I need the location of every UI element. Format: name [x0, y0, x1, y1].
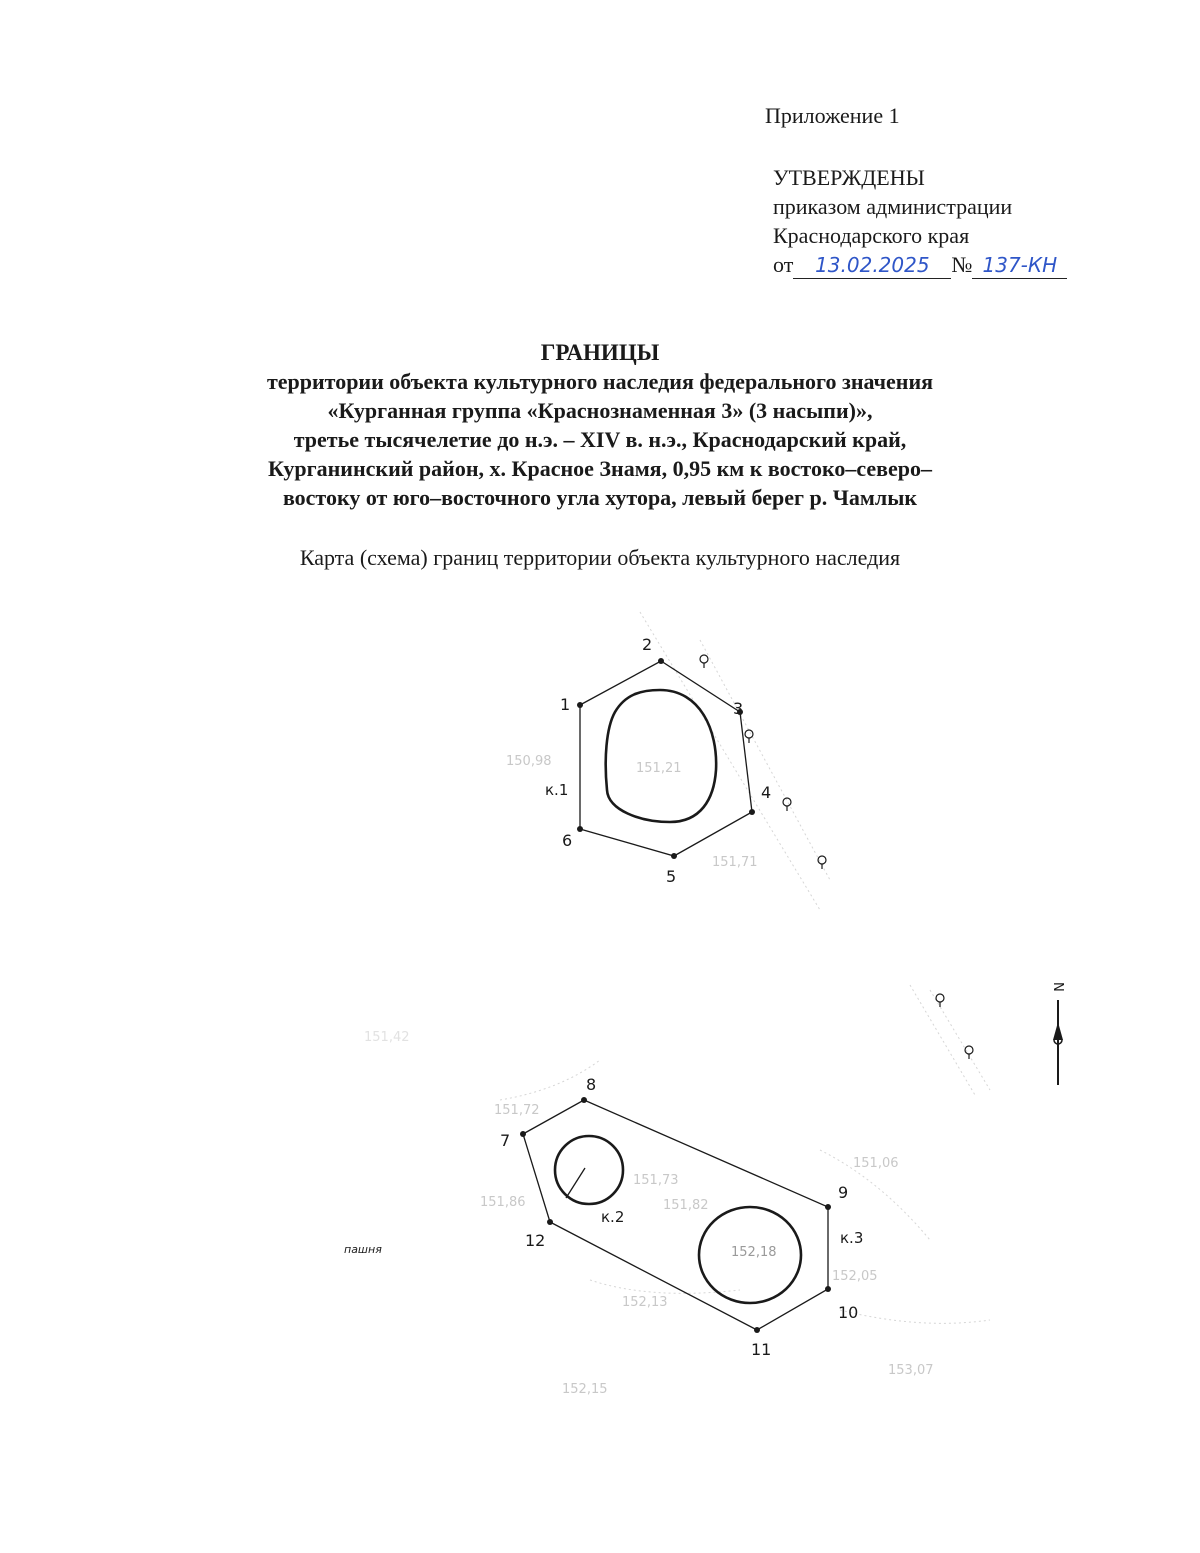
elevation-label: 151,06: [853, 1156, 899, 1171]
mound-outline-2: [555, 1136, 623, 1204]
point-label: 12: [525, 1231, 546, 1250]
mound-label: к.1: [545, 781, 569, 799]
title-line: востоку от юго–восточного угла хутора, левый берег р. Чамлык: [282, 485, 918, 510]
approved-label: УТВЕРЖДЕНЫ: [773, 165, 925, 190]
vertex-dots: [520, 658, 831, 1333]
point-label: 6: [562, 831, 573, 850]
point-label: 8: [586, 1075, 597, 1094]
title-line: территории объекта культурного наследия федерального значения: [266, 369, 934, 394]
elevation-label: 151,82: [663, 1198, 709, 1213]
point-label: 3: [733, 699, 744, 718]
elevation-label: 151,42: [364, 1030, 410, 1045]
mound-label: к.3: [840, 1229, 864, 1247]
elevation-label: 151,72: [494, 1103, 540, 1118]
elevation-label: 152,13: [622, 1295, 668, 1310]
elevation-label: 152,15: [562, 1382, 608, 1397]
terrain-label: пашня: [344, 1243, 382, 1256]
mound-label: к.2: [601, 1208, 625, 1226]
elevation-label: 152,18: [731, 1245, 777, 1260]
handwritten-date: 13.02.2025: [815, 253, 930, 277]
point-label: 1: [560, 695, 571, 714]
appendix-label: Приложение 1: [765, 103, 900, 128]
elevation-label: 151,86: [480, 1195, 526, 1210]
contour-lines: [500, 612, 990, 1323]
title-line: Курганинский район, х. Красное Знамя, 0,95 км к востоко–северо–: [267, 456, 933, 481]
mound-outline-1: [606, 690, 716, 822]
point-label: 2: [642, 635, 653, 654]
elevation-label: 151,21: [636, 761, 682, 776]
mound-2-pointer: [566, 1168, 585, 1198]
north-arrow-icon: [1050, 982, 1065, 1085]
boundary-polygon-2: [523, 1100, 828, 1330]
point-label: 5: [666, 867, 677, 886]
point-label: 11: [751, 1340, 772, 1359]
handwritten-number: 137-КН: [982, 253, 1058, 277]
elevation-label: 153,07: [888, 1363, 934, 1378]
title-main: ГРАНИЦЫ: [540, 340, 660, 365]
by-order-label: приказом администрации: [773, 194, 1013, 219]
elevation-label: 150,98: [506, 754, 552, 769]
elevation-label: 151,71: [712, 855, 758, 870]
point-label: 4: [761, 783, 772, 802]
point-label: 10: [838, 1303, 859, 1322]
elevation-label: 151,73: [633, 1173, 679, 1188]
point-label: 9: [838, 1183, 849, 1202]
from-prefix: от: [773, 252, 794, 277]
elevation-label: 152,05: [832, 1269, 878, 1284]
north-label: N: [1050, 982, 1065, 992]
number-prefix: №: [951, 252, 973, 277]
title-line: третье тысячелетие до н.э. – XIV в. н.э., Краснодарский край,: [293, 427, 907, 452]
map-subtitle: Карта (схема) границ территории объекта культурного наследия: [299, 545, 901, 570]
point-label: 7: [500, 1131, 511, 1150]
title-line: «Курганная группа «Краснознаменная 3» (3 насыпи)»,: [327, 398, 873, 423]
region-label: Краснодарского края: [773, 223, 970, 248]
